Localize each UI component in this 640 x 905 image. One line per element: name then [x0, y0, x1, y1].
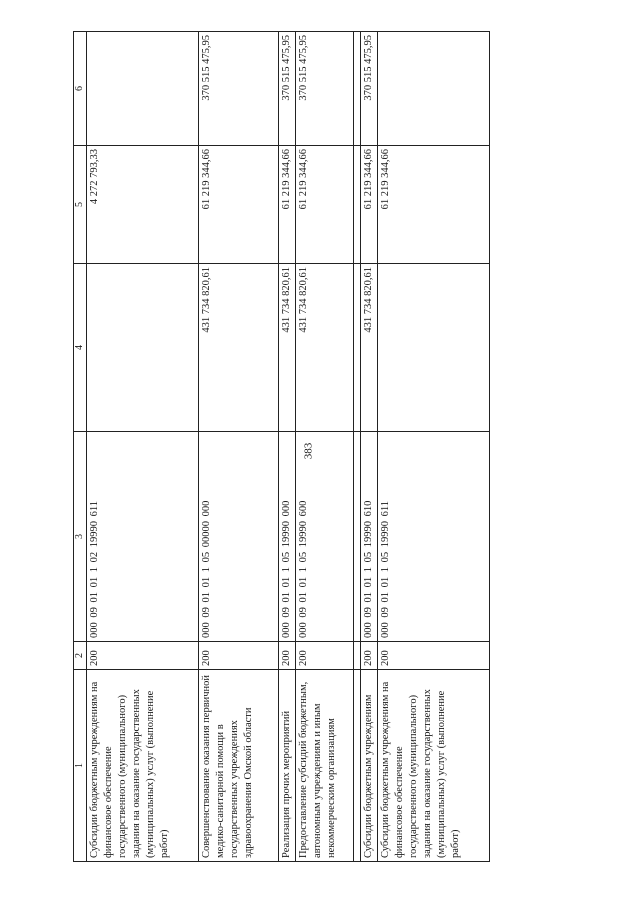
- row-col5: 4 272 793,33: [87, 146, 199, 264]
- table-row: [279, 32, 296, 862]
- header-col-2: 2: [74, 642, 87, 670]
- row-admin: 200: [378, 642, 490, 670]
- table-row: [199, 32, 279, 862]
- row-col4: [87, 264, 199, 432]
- header-col-1: 1: [74, 670, 87, 862]
- row-col5: 61 219 344,66: [361, 146, 378, 264]
- rotated-page-content: [73, 32, 461, 862]
- row-name: Предоставление субсидий бюджетным, автономным учреждениям и иным некоммерческим организациям: [296, 670, 354, 862]
- row-code: 000 09 01 01 1 05 19990 000: [279, 432, 296, 642]
- row-col4: 431 734 820,61: [199, 264, 279, 432]
- row-name: Совершенствование оказания первичной медико-санитарной помощи в государственных учреждениях здравоохранения Омской области: [199, 670, 279, 862]
- table-row: [87, 32, 199, 862]
- row-col5: 61 219 344,66: [279, 146, 296, 264]
- row-admin: 200: [87, 642, 199, 670]
- row-code: 000 09 01 01 1 02 19990 611: [87, 432, 199, 642]
- row-admin: 200: [279, 642, 296, 670]
- row-col6: [378, 32, 490, 146]
- row-col6: [87, 32, 199, 146]
- table-row: [361, 32, 378, 862]
- header-col-6: 6: [74, 32, 87, 146]
- row-col6: 370 515 475,95: [361, 32, 378, 146]
- row-col6: 370 515 475,95: [279, 32, 296, 146]
- header-col-5: 5: [74, 146, 87, 264]
- row-col5: 61 219 344,66: [296, 146, 354, 264]
- row-name: Субсидии бюджетным учреждениям: [361, 670, 378, 862]
- table-row: [378, 32, 490, 862]
- row-admin: 200: [361, 642, 378, 670]
- row-col6: 370 515 475,95: [296, 32, 354, 146]
- row-col4: 431 734 820,61: [279, 264, 296, 432]
- row-name: Реализация прочих мероприятий: [279, 670, 296, 862]
- spacer-row: [354, 32, 361, 862]
- header-col-3: 3: [74, 432, 87, 642]
- row-admin: 200: [296, 642, 354, 670]
- row-name: Субсидии бюджетным учреждениям на финансовое обеспечение государственного (муниципального) задания на оказание государственных (муниципальных) услуг (выполнение работ): [87, 670, 199, 862]
- row-admin: 200: [199, 642, 279, 670]
- row-col4: [378, 264, 490, 432]
- row-name: Субсидии бюджетным учреждениям на финансовое обеспечение государственного (муниципального) задания на оказание государственных (муниципальных) услуг (выполнение работ): [378, 670, 490, 862]
- row-col6: 370 515 475,95: [199, 32, 279, 146]
- table-row: [296, 32, 354, 862]
- row-col5: 61 219 344,66: [199, 146, 279, 264]
- budget-table: [73, 31, 490, 862]
- row-col5: 61 219 344,66: [378, 146, 490, 264]
- row-col4: 431 734 820,61: [296, 264, 354, 432]
- row-code: 000 09 01 01 1 05 19990 610: [361, 432, 378, 642]
- page-number: 383: [302, 442, 315, 460]
- row-code: 000 09 01 01 1 05 19990 611: [378, 432, 490, 642]
- row-col4: 431 734 820,61: [361, 264, 378, 432]
- header-row: [74, 32, 87, 862]
- row-code: 000 09 01 01 1 05 00000 000: [199, 432, 279, 642]
- header-col-4: 4: [74, 264, 87, 432]
- row-code: 000 09 01 01 1 05 19990 600: [296, 432, 354, 642]
